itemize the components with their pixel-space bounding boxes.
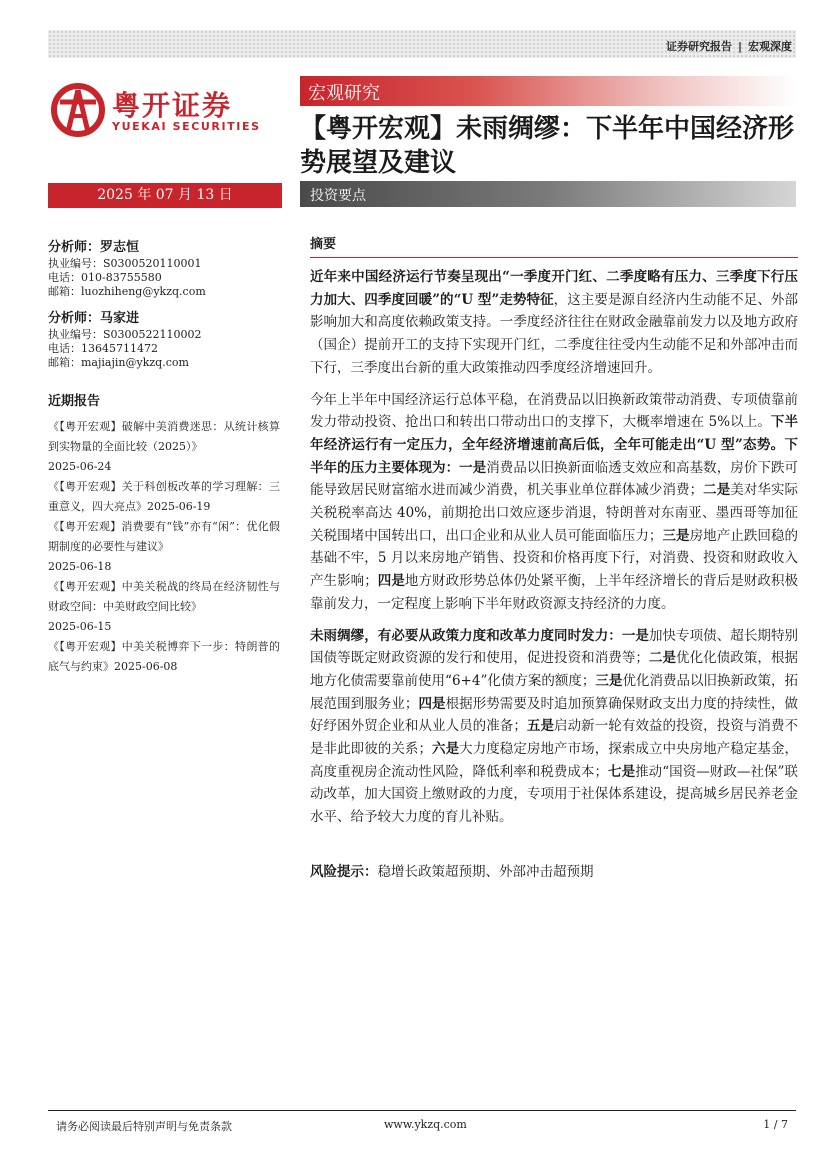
logo-name-cn: 粤开证券 xyxy=(112,89,233,122)
footer-website[interactable]: www.ykzq.com xyxy=(384,1118,467,1131)
recent-report-title[interactable]: 《【粤开宏观】关于科创板改革的学习理解：三重意义，四大亮点》2025-06-19 xyxy=(48,480,280,513)
yuekai-logo-icon xyxy=(50,82,106,138)
para-text: 地方财政形势总体仍处紧平衡，上半年经济增长的背后是财政积极靠前发力，一定程度上影响下半年财政资源支持经济的力度。 xyxy=(310,573,799,612)
analyst-cert: 执业编号：S0300520110001 xyxy=(48,257,202,270)
risk-text: 稳增长政策超预期、外部冲击超预期 xyxy=(377,863,594,880)
recent-report-date: 2025-06-24 xyxy=(48,460,112,473)
para-bold: 近年来中国经济运行节奏呈现出“一季度开门红、二季度略有压力、三季度下行压力加大、四季度回暖”的“U 型”走势特征 xyxy=(310,269,798,308)
recent-report-date: 2025-06-15 xyxy=(48,620,112,633)
para-text: 今年上半年中国经济运行总体平稳，在消费品以旧换新政策带动消费、专项债靠前发力带动投资、抢出口和转出口带动出口的支撑下，大概率增速在 5%以上。 xyxy=(310,391,798,431)
para-text: ，这主要是源自经济内生动能不足、外部影响加大和高度依赖政策支持。一季度经济往往在财政金融靠前发力以及地方政府（国企）提前开工的支持下实现开门红，二季度往往受内生动能不足和外部冲击而下行，三季度出台新的重大政策推动四季度经济增速回升。 xyxy=(310,291,798,376)
para-bold: 四是 xyxy=(377,573,405,590)
para-text: 大力度稳定房地产市场，探索成立中央房地产稳定基金，高度重视房企流动性风险，降低利率和税费成本； xyxy=(310,741,799,780)
para-bold: 三是 xyxy=(662,527,690,544)
header-band xyxy=(48,30,796,58)
company-logo xyxy=(50,82,290,140)
recent-report-date: 2025-06-18 xyxy=(48,560,112,573)
para-bold: 二是 xyxy=(648,650,677,667)
analyst-name: 分析师：马家进 xyxy=(48,311,140,326)
recent-report-title-text[interactable]: 《【粤开宏观】中美关税博弈下一步：特朗普的底气与约束》 xyxy=(48,640,280,673)
para-bold: 五是 xyxy=(526,718,555,735)
analyst-block xyxy=(48,236,280,299)
para-text: 房地产止跌回稳的基础不牢，5 月以来房地产销售、投资和价格再度下行，对消费、投资和财政收入产生影响； xyxy=(310,527,799,590)
para-text: 加快专项债、超长期特别国债等既定财政资源的发行和使用，促进投资和消费等； xyxy=(310,627,799,667)
abstract-paragraph xyxy=(310,625,798,829)
para-text: 优化化债政策，根据地方化债需要靠前使用“6+4”化债方案的额度； xyxy=(310,650,799,689)
footer-disclaimer[interactable]: 请务必阅读最后特别声明与免责条款 xyxy=(56,1120,232,1133)
recent-report-date: 2025-06-19 xyxy=(147,500,211,513)
recent-report-title[interactable]: 《【粤开宏观】消费要有“钱”亦有“闲”：优化假期制度的必要性与建议》 xyxy=(48,520,280,553)
recent-report-item[interactable] xyxy=(48,637,280,677)
abstract-paragraph xyxy=(310,389,798,616)
recent-report-date: 2025-06-08 xyxy=(114,660,178,673)
para-bold: 三是 xyxy=(595,672,623,689)
report-date: 2025 年 07 月 13 日 xyxy=(48,183,282,208)
recent-reports-heading: 近期报告 xyxy=(48,394,101,409)
abstract-paragraph xyxy=(310,266,798,380)
recent-report-title[interactable]: 《【粤开宏观】中美关税战的终局在经济韧性与财政空间：中美财政空间比较》 xyxy=(48,580,280,613)
report-title: 【粤开宏观】未雨绸缪：下半年中国经济形势展望及建议 xyxy=(300,114,795,178)
category-bar xyxy=(300,76,796,106)
para-bold: 四是 xyxy=(418,695,446,712)
para-bold: 下半年经济运行有一定压力，全年经济增速前高后低，全年可能走出“U 型”态势。下半年的压力主要体现为：一是 xyxy=(310,414,798,476)
para-bold: 七是 xyxy=(607,763,636,780)
analyst-cert: 执业编号：S0300522110002 xyxy=(48,328,202,341)
recent-report-item[interactable] xyxy=(48,517,280,577)
abstract-section xyxy=(310,233,798,883)
section-label: 投资要点 xyxy=(310,188,366,204)
para-text: 美对华实际关税税率高达 40%，前期抢出口效应逐步消退，特朗普对东南亚、墨西哥等加征关税围堵中国转出口，出口企业和从业人员可能面临压力； xyxy=(310,482,799,544)
para-text: 优化消费品以旧换新政策，拓展范围到服务业； xyxy=(310,672,799,712)
analyst-phone: 电话：13645711472 xyxy=(48,342,158,355)
report-category: 宏观深度 xyxy=(748,40,792,53)
category-label: 宏观研究 xyxy=(308,83,380,104)
para-text: 根据形势需要及时追加预算确保财政支出力度的持续性，做好纾困外贸企业和从业人员的准备； xyxy=(310,695,799,735)
analyst-email[interactable]: 邮箱：majiajin@ykzq.com xyxy=(48,356,189,369)
risk-label: 风险提示： xyxy=(310,863,378,880)
para-bold: 六是 xyxy=(431,741,460,758)
header-label xyxy=(666,38,792,54)
para-text: 推动“国资—财政—社保”联动改革，加大国资上缴财政的力度，专项用于社保体系建设，提高城乡居民养老金水平、给予较大力度的育儿补贴。 xyxy=(310,763,798,826)
sidebar xyxy=(48,236,280,677)
recent-report-item[interactable] xyxy=(48,577,280,637)
logo-name-en: YUEKAI SECURITIES xyxy=(112,120,261,133)
page-number: 1 / 7 xyxy=(763,1118,788,1131)
recent-report-item[interactable] xyxy=(48,477,280,517)
header-separator: | xyxy=(737,40,742,53)
recent-report-title[interactable] xyxy=(48,637,280,677)
para-bold: 二是 xyxy=(703,482,731,499)
recent-report-item[interactable] xyxy=(48,417,280,477)
risk-notice xyxy=(310,861,798,883)
analyst-block xyxy=(48,307,280,370)
para-text: 启动新一轮有效益的投资，投资与消费不是非此即彼的关系； xyxy=(310,718,799,758)
report-type: 证券研究报告 xyxy=(665,40,732,53)
analyst-email[interactable]: 邮箱：luozhiheng@ykzq.com xyxy=(48,285,206,298)
analyst-name: 分析师：罗志恒 xyxy=(48,240,140,255)
section-bar xyxy=(300,181,796,207)
para-bold: 未雨绸缪，有必要从政策力度和改革力度同时发力：一是 xyxy=(310,627,649,644)
analyst-phone: 电话：010-83755580 xyxy=(48,271,162,284)
para-text: 消费品以旧换新面临透支效应和高基数，房价下跌可能导致居民财富缩水进而减少消费，机关事业单位群体减少消费； xyxy=(310,459,799,499)
recent-report-title[interactable]: 《【粤开宏观】破解中美消费迷思：从统计核算到实物量的全面比较（2025）》 xyxy=(48,420,280,453)
page-footer xyxy=(48,1110,796,1133)
abstract-heading: 摘要 xyxy=(310,233,798,258)
